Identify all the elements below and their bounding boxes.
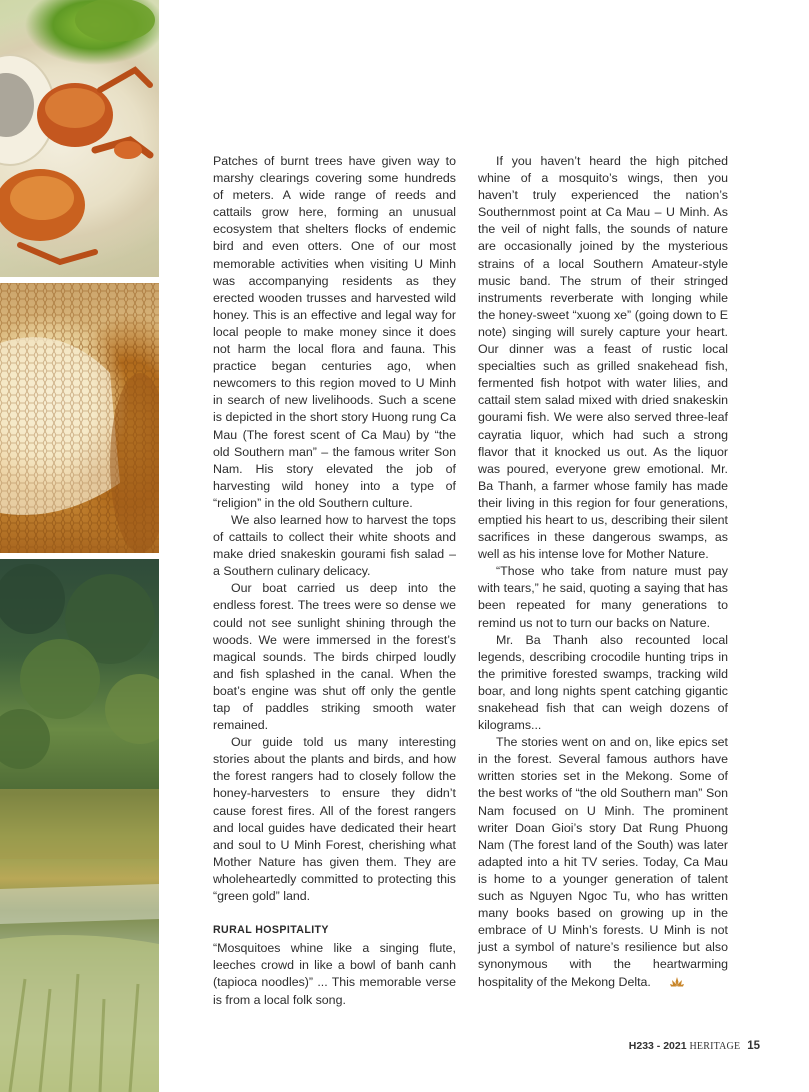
paragraph: If you haven’t heard the high pitched whine of a mosquito’s wings, then you haven’t truly experienced the nation’s Southernmost point at Ca Mau – U Minh. As the veil of night falls, the sounds of nature are occasionally joined by the mysterious strains of a local Southern Amateur-style music band. The strum of their stringed instruments reverberate with longing while the honey-sweet “xuong xe” (going down to E note) singing will surely capture your heart. Our dinner was a feast of rustic local specialties such as grilled snakehead fish, fermented fish hotpot with water lilies, and cattail stem salad mixed with dried snakeskin gourami fish. We were also served three-leaf cayratia liquor, which had such a strong flavor that it knocked us out. As the liquor was poured, everyone grew emotional. Mr. Ba Thanh, a farmer whose family has made their living in this region for four generations, emptied his heart to us, describing their silent sacrifices in these dangerous swamps, as well as his intense love for Mother Nature. — [478, 154, 728, 562]
paragraph-last — [478, 734, 728, 991]
photo-honeycomb — [0, 283, 159, 553]
paragraph: Our guide told us many interesting stories about the plants and birds, and how the forest rangers had to closely follow the honey-harvesters to ensure they didn’t cause forest fires. All of the forest rangers and local guides have dedicated their heart and soul to U Minh Forest, cherishing what Mother Nature has given them. They are wholeheartedly committed to protecting this “green gold” land. — [213, 735, 456, 904]
page-number: 15 — [747, 1040, 760, 1052]
article-column-right — [478, 153, 728, 992]
paragraph: We also learned how to harvest the tops of cattails to collect their white shoots and make dried snakeskin gourami fish salad – a Southern culinary delicacy. — [213, 512, 456, 579]
article-column-left — [213, 153, 456, 1009]
section-heading: RURAL HOSPITALITY — [213, 924, 329, 937]
crabs-illustration — [0, 0, 159, 277]
honeycomb-illustration — [0, 283, 159, 553]
page-footer — [600, 1040, 760, 1052]
paragraph: Mr. Ba Thanh also recounted local legends, describing crocodile hunting trips in the primitive forested swamps, tracking wild boar, and long nights spent catching gigantic snakehead fish that can weigh dozens of kilograms... — [478, 632, 728, 733]
magazine-name: HERITAGE — [689, 1041, 741, 1052]
photo-crabs — [0, 0, 159, 277]
paragraph-text: The stories went on and on, like epics set in the forest. Several famous authors have written stories set in the Mekong. Some of the best works of “the old Southern man” Son Nam focused on U Minh. The prominent writer Doan Gioi’s story Dat Rung Phuong Nam (The forest land of the South) was later adapted into a hit TV series. Today, Ca Mau is home to a younger generation of talent such as Nguyen Ngoc Tu, who has written many books based on growing up in the embrace of U Minh’s forests. U Minh is not just a symbol of nature’s resilience but also synonymous with the heartwarming hospitality of the Mekong Delta. — [478, 735, 728, 989]
paragraph: “Those who take from nature must pay with tears,” he said, quoting a saying that has been repeated for many generations to remind us not to turn our backs on Nature. — [478, 564, 728, 630]
lotus-end-icon — [652, 975, 684, 992]
photo-forest — [0, 559, 159, 1092]
issue-number: H233 - 2021 — [628, 1040, 687, 1052]
forest-illustration — [0, 559, 159, 1092]
paragraph: Our boat carried us deep into the endless forest. The trees were so dense we could not see sunlight shining through the woods. We were immersed in the forest’s magical sounds. The birds chirped loudly and fish splashed in the canal. When the boat’s engine was shut off only the gentle tap of paddles striking smooth water remained. — [213, 581, 456, 733]
paragraph: “Mosquitoes whine like a singing flute, leeches crowd in like a bowl of banh canh (tapioca noodles)” ... This memorable verse is from a local folk song. — [213, 941, 456, 1007]
paragraph: Patches of burnt trees have given way to marshy clearings covering some hundreds of meters. A wide range of reeds and cattails grow here, forming an unusual ecosystem that shelters flocks of endemic bird and even otters. One of our most memorable activities when visiting U Minh was accompanying residents as they erected wooden trusses and harvested wild honey. This is an effective and legal way for local people to make money since it does not harm the local flora and fauna. This practice began centuries ago, when newcomers to this region moved to U Minh in search of new livelihoods. Such a scene is depicted in the short story Huong rung Ca Mau (The forest scent of Ca Mau) by “the old Southern man” – the famous writer Son Nam. His story elevated the job of harvesting wild honey into a type of “religion” in the old Southern culture. — [213, 154, 456, 510]
